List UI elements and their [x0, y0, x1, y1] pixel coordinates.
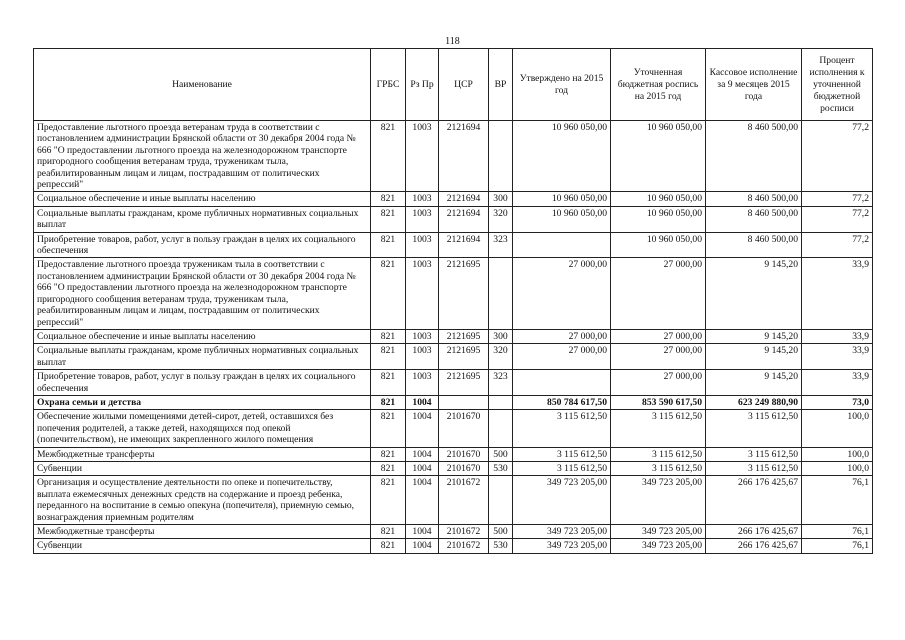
- cell-vr: 300: [489, 192, 513, 206]
- table-row: [34, 344, 873, 370]
- cell-refined: 3 115 612,50: [611, 410, 706, 447]
- cell-approved: 27 000,00: [513, 258, 611, 329]
- budget-table: [33, 48, 873, 554]
- cell-cash: 3 115 612,50: [706, 410, 802, 447]
- cell-vr: 500: [489, 447, 513, 461]
- table-row: [34, 539, 873, 553]
- table-header-row: [34, 49, 873, 121]
- header-vr: ВР: [489, 49, 513, 121]
- table-row: [34, 370, 873, 396]
- table-row: [34, 329, 873, 343]
- cell-csr: 2121694: [439, 206, 489, 232]
- cell-csr: 2101670: [439, 410, 489, 447]
- header-percent: Процент исполнения к уточненной бюджетной росписи: [802, 49, 873, 121]
- cell-percent: 76,1: [802, 539, 873, 553]
- cell-approved: 3 115 612,50: [513, 447, 611, 461]
- cell-cash: 9 145,20: [706, 370, 802, 396]
- cell-percent: 33,9: [802, 344, 873, 370]
- cell-approved: 27 000,00: [513, 329, 611, 343]
- cell-name: Социальное обеспечение и иные выплаты населению: [34, 192, 371, 206]
- cell-vr: 323: [489, 370, 513, 396]
- header-grbs: ГРБС: [371, 49, 406, 121]
- cell-name: Социальное обеспечение и иные выплаты населению: [34, 329, 371, 343]
- cell-name: Субвенции: [34, 461, 371, 475]
- cell-refined: 10 960 050,00: [611, 192, 706, 206]
- cell-name: Предоставление льготного проезда труженикам тыла в соответствии с постановлением администрации Брянской области от 30 декабря 2004 года № 666 "О предоставлении льготного проезда на железнодорожном транспорте пригородного сообщения ветеранам труда, труженикам тыла, реабилитированным лицам и лицам, пострадавшим от политических репрессий": [34, 258, 371, 329]
- cell-percent: 76,1: [802, 525, 873, 539]
- cell-rzpr: 1004: [406, 395, 439, 409]
- cell-cash: 3 115 612,50: [706, 461, 802, 475]
- cell-rzpr: 1003: [406, 232, 439, 258]
- cell-cash: 8 460 500,00: [706, 121, 802, 192]
- cell-grbs: 821: [371, 121, 406, 192]
- cell-rzpr: 1003: [406, 206, 439, 232]
- cell-name: Межбюджетные трансферты: [34, 525, 371, 539]
- cell-rzpr: 1003: [406, 258, 439, 329]
- cell-grbs: 821: [371, 447, 406, 461]
- cell-approved: 10 960 050,00: [513, 206, 611, 232]
- table-row: [34, 395, 873, 409]
- cell-percent: 77,2: [802, 121, 873, 192]
- cell-grbs: 821: [371, 539, 406, 553]
- cell-csr: 2121694: [439, 192, 489, 206]
- cell-csr: 2121695: [439, 258, 489, 329]
- table-row: [34, 447, 873, 461]
- cell-grbs: 821: [371, 206, 406, 232]
- cell-refined: 10 960 050,00: [611, 206, 706, 232]
- cell-rzpr: 1004: [406, 447, 439, 461]
- cell-percent: 77,2: [802, 232, 873, 258]
- cell-cash: 8 460 500,00: [706, 206, 802, 232]
- header-rzpr: Рз Пр: [406, 49, 439, 121]
- cell-approved: 349 723 205,00: [513, 525, 611, 539]
- cell-percent: 100,0: [802, 461, 873, 475]
- cell-approved: 27 000,00: [513, 344, 611, 370]
- cell-cash: 266 176 425,67: [706, 476, 802, 525]
- header-approved: Утверждено на 2015 год: [513, 49, 611, 121]
- cell-vr: 320: [489, 206, 513, 232]
- cell-csr: 2121695: [439, 329, 489, 343]
- cell-rzpr: 1003: [406, 370, 439, 396]
- cell-grbs: 821: [371, 476, 406, 525]
- table-row: [34, 476, 873, 525]
- cell-vr: 320: [489, 344, 513, 370]
- cell-vr: [489, 410, 513, 447]
- cell-grbs: 821: [371, 232, 406, 258]
- cell-name: Социальные выплаты гражданам, кроме публичных нормативных социальных выплат: [34, 344, 371, 370]
- cell-name: Обеспечение жилыми помещениями детей-сирот, детей, оставшихся без попечения родителей, а также детей, находящихся под опекой (попечительством), не имеющих закрепленного жилого помещения: [34, 410, 371, 447]
- table-row: [34, 461, 873, 475]
- cell-cash: 266 176 425,67: [706, 539, 802, 553]
- cell-refined: 349 723 205,00: [611, 539, 706, 553]
- cell-rzpr: 1004: [406, 476, 439, 525]
- page-number: 118: [445, 36, 460, 47]
- cell-csr: 2101672: [439, 476, 489, 525]
- cell-percent: 100,0: [802, 410, 873, 447]
- cell-csr: 2121694: [439, 232, 489, 258]
- cell-cash: 266 176 425,67: [706, 525, 802, 539]
- cell-rzpr: 1003: [406, 121, 439, 192]
- cell-refined: 10 960 050,00: [611, 121, 706, 192]
- cell-name: Приобретение товаров, работ, услуг в пользу граждан в целях их социального обеспечения: [34, 370, 371, 396]
- table-row: [34, 525, 873, 539]
- cell-vr: 530: [489, 539, 513, 553]
- table-row: [34, 192, 873, 206]
- cell-vr: [489, 121, 513, 192]
- cell-cash: 3 115 612,50: [706, 447, 802, 461]
- cell-vr: [489, 395, 513, 409]
- cell-cash: 9 145,20: [706, 344, 802, 370]
- cell-rzpr: 1003: [406, 329, 439, 343]
- cell-grbs: 821: [371, 329, 406, 343]
- cell-refined: 349 723 205,00: [611, 476, 706, 525]
- cell-percent: 76,1: [802, 476, 873, 525]
- cell-percent: 77,2: [802, 206, 873, 232]
- cell-cash: 8 460 500,00: [706, 232, 802, 258]
- cell-cash: 623 249 880,90: [706, 395, 802, 409]
- cell-name: Охрана семьи и детства: [34, 395, 371, 409]
- cell-rzpr: 1004: [406, 525, 439, 539]
- cell-name: Предоставление льготного проезда ветеранам труда в соответствии с постановлением администрации Брянской области от 30 декабря 2004 года № 666 "О предоставлении льготного проезда на железнодорожном транспорте пригородного сообщения ветеранам труда, труженикам тыла, реабилитированным лицам и лицам, пострадавшим от политических репрессий": [34, 121, 371, 192]
- cell-approved: [513, 370, 611, 396]
- cell-cash: 9 145,20: [706, 329, 802, 343]
- cell-csr: 2101672: [439, 525, 489, 539]
- cell-rzpr: 1003: [406, 344, 439, 370]
- cell-name: Организация и осуществление деятельности по опеке и попечительству, выплата ежемесячных денежных средств на содержание и проезд ребенка, переданного на воспитание в семью опекуна (попечителя), приемную семью, вознаграждения приемным родителям: [34, 476, 371, 525]
- cell-csr: 2121695: [439, 344, 489, 370]
- cell-vr: 530: [489, 461, 513, 475]
- cell-percent: 33,9: [802, 329, 873, 343]
- cell-approved: 349 723 205,00: [513, 539, 611, 553]
- cell-cash: 9 145,20: [706, 258, 802, 329]
- cell-grbs: 821: [371, 192, 406, 206]
- cell-refined: 3 115 612,50: [611, 447, 706, 461]
- cell-csr: 2121694: [439, 121, 489, 192]
- cell-refined: 27 000,00: [611, 344, 706, 370]
- cell-refined: 27 000,00: [611, 329, 706, 343]
- cell-percent: 73,0: [802, 395, 873, 409]
- cell-name: Социальные выплаты гражданам, кроме публичных нормативных социальных выплат: [34, 206, 371, 232]
- cell-csr: 2121695: [439, 370, 489, 396]
- cell-approved: [513, 232, 611, 258]
- cell-percent: 33,9: [802, 370, 873, 396]
- cell-refined: 10 960 050,00: [611, 232, 706, 258]
- cell-rzpr: 1004: [406, 461, 439, 475]
- cell-name: Субвенции: [34, 539, 371, 553]
- table-body: [34, 121, 873, 554]
- cell-csr: 2101670: [439, 447, 489, 461]
- cell-vr: 300: [489, 329, 513, 343]
- cell-grbs: 821: [371, 370, 406, 396]
- table-row: [34, 206, 873, 232]
- cell-grbs: 821: [371, 344, 406, 370]
- table-row: [34, 232, 873, 258]
- table-row: [34, 258, 873, 329]
- cell-approved: 10 960 050,00: [513, 121, 611, 192]
- cell-vr: [489, 476, 513, 525]
- cell-name: Приобретение товаров, работ, услуг в пользу граждан в целях их социального обеспечения: [34, 232, 371, 258]
- cell-grbs: 821: [371, 410, 406, 447]
- cell-refined: 3 115 612,50: [611, 461, 706, 475]
- cell-percent: 33,9: [802, 258, 873, 329]
- cell-grbs: 821: [371, 525, 406, 539]
- cell-rzpr: 1004: [406, 410, 439, 447]
- cell-csr: 2101672: [439, 539, 489, 553]
- cell-cash: 8 460 500,00: [706, 192, 802, 206]
- cell-grbs: 821: [371, 461, 406, 475]
- table-row: [34, 121, 873, 192]
- cell-approved: 10 960 050,00: [513, 192, 611, 206]
- cell-csr: [439, 395, 489, 409]
- cell-grbs: 821: [371, 395, 406, 409]
- cell-approved: 3 115 612,50: [513, 461, 611, 475]
- cell-grbs: 821: [371, 258, 406, 329]
- cell-vr: [489, 258, 513, 329]
- cell-refined: 349 723 205,00: [611, 525, 706, 539]
- cell-rzpr: 1003: [406, 192, 439, 206]
- header-refined: Уточненная бюджетная роспись на 2015 год: [611, 49, 706, 121]
- cell-vr: 500: [489, 525, 513, 539]
- cell-name: Межбюджетные трансферты: [34, 447, 371, 461]
- cell-rzpr: 1004: [406, 539, 439, 553]
- header-csr: ЦСР: [439, 49, 489, 121]
- cell-refined: 27 000,00: [611, 370, 706, 396]
- table-row: [34, 410, 873, 447]
- cell-percent: 77,2: [802, 192, 873, 206]
- cell-refined: 27 000,00: [611, 258, 706, 329]
- cell-vr: 323: [489, 232, 513, 258]
- cell-refined: 853 590 617,50: [611, 395, 706, 409]
- cell-csr: 2101670: [439, 461, 489, 475]
- cell-approved: 850 784 617,50: [513, 395, 611, 409]
- cell-percent: 100,0: [802, 447, 873, 461]
- cell-approved: 3 115 612,50: [513, 410, 611, 447]
- header-cash: Кассовое исполнение за 9 месяцев 2015 года: [706, 49, 802, 121]
- header-name: Наименование: [34, 49, 371, 121]
- cell-approved: 349 723 205,00: [513, 476, 611, 525]
